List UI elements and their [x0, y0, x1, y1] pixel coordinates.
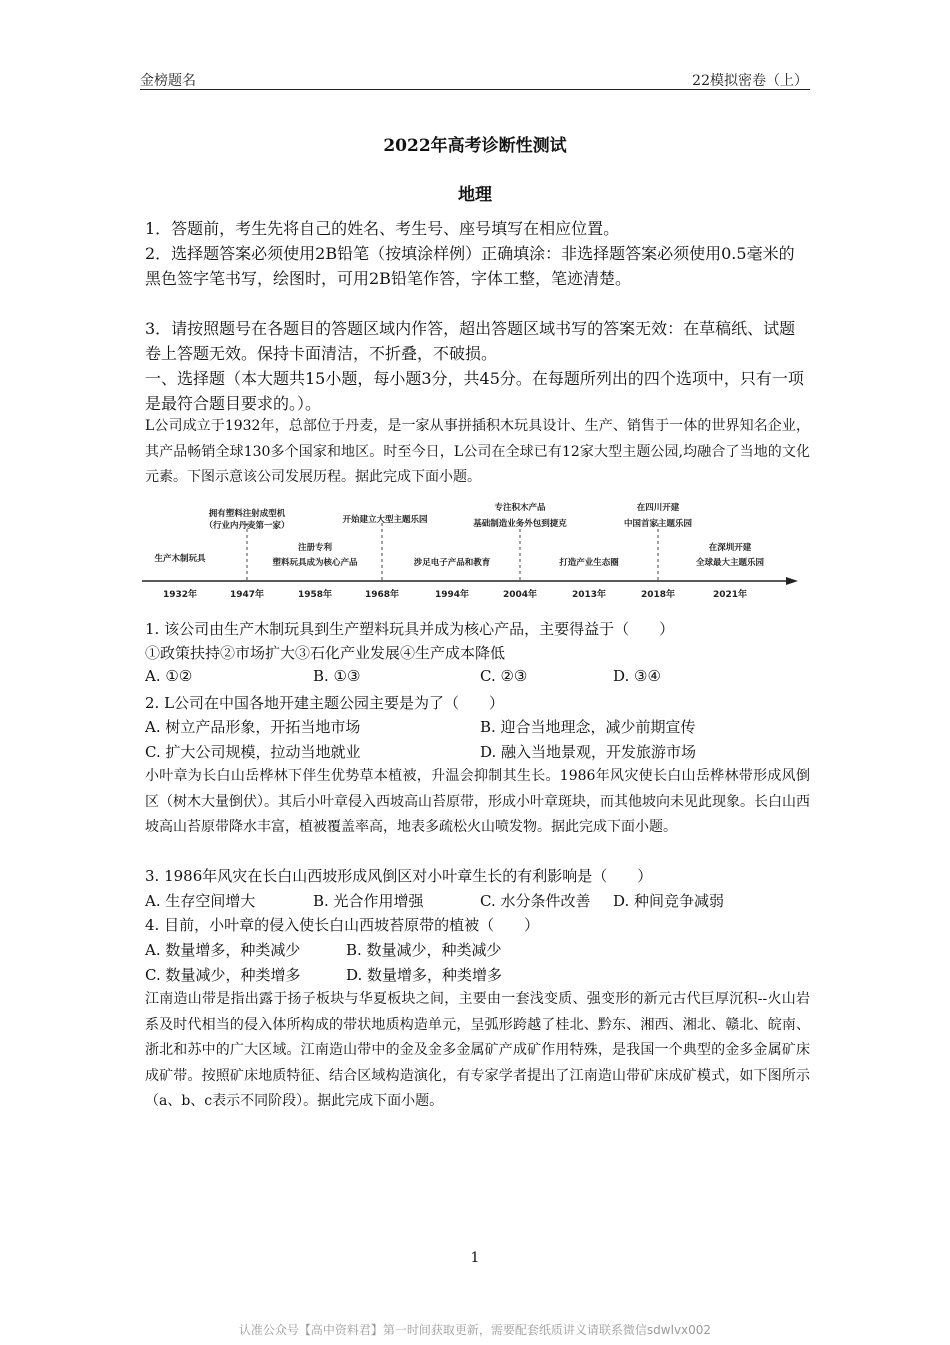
q1-option-d: D. ③④: [613, 667, 661, 685]
header-left: 金榜题名: [140, 73, 196, 89]
question-3-stem: 3. 1986年风灾在长白山西坡形成风倒区对小叶章生长的有利影响是（ ）: [145, 867, 653, 885]
event-1947-upper-line1: 拥有塑料注射成型机: [208, 509, 286, 519]
passage-orogenic-belt: 江南造山带是指出露于扬子板块与华夏板块之间，主要由一套浅变质、强变形的新元古代巨厚沉积--火山岩系及时代相当的侵入体所构成的带状地质构造单元，呈弧形跨越了桂北、黔东、湘西、湘北、赣北、皖南、浙北和苏中的广大区域。江南造山带中的金及金多金属矿产成矿作用特殊，是我国一个典型的金多金属矿床成矿带。按照矿床地质特征、结合区域构造演化，有专家学者提出了江南造山带矿床成矿模式，如下图所示（a、b、c表示不同阶段）。据此完成下面小题。: [145, 991, 810, 1109]
q4-option-d: D. 数量增多，种类增多: [346, 966, 503, 984]
event-1994-lower-line1: 涉足电子产品和教育: [413, 558, 491, 568]
company-timeline: [140, 493, 810, 609]
event-2018-upper-line2: 中国首家主题乐园: [623, 519, 693, 529]
event-2004-upper-line2: 基础制造业务外包到捷克: [473, 519, 567, 529]
event-2013-lower-line1: 打造产业生态圈: [559, 558, 619, 568]
event-1968-upper-line1: 开始建立大型主题乐园: [342, 515, 428, 525]
year-label-2013: 2013年: [571, 590, 607, 600]
timeline-arrow: [786, 577, 798, 585]
event-1947-upper-line2: （行业内丹麦第一家）: [204, 521, 290, 531]
q2-option-c: C. 扩大公司规模，拉动当地就业: [145, 743, 361, 761]
subject-title: 地理: [458, 185, 492, 205]
question-2-stem: 2. L公司在中国各地开建主题公园主要是为了（ ）: [145, 694, 505, 712]
q4-option-a: A. 数量增多，种类减少: [145, 941, 301, 959]
instruction-1: 1．答题前，考生先将自己的姓名、考生号、座号填写在相应位置。: [145, 219, 620, 238]
footer-note: 认准公众号【高中资料君】第一时间获取更新，需要配套纸质讲义请联系微信sdwlvx002: [238, 1323, 712, 1337]
question-4-stem: 4. 目前，小叶章的侵入使长白山西坡苔原带的植被（ ）: [145, 916, 540, 934]
page-title: 2022年高考诊断性测试: [383, 136, 567, 156]
instruction-3: 3．请按照题号在各题目的答题区域内作答，超出答题区域书写的答案无效：在草稿纸、试题卷上答题无效。保持卡面清洁，不折叠，不破损。: [145, 319, 796, 363]
year-label-2018: 2018年: [640, 590, 676, 600]
year-label-1947: 1947年: [229, 590, 265, 600]
event-1932-lower-line1: 生产木制玩具: [154, 554, 206, 564]
event-1958-lower-line2: 塑料玩具成为核心产品: [272, 558, 358, 568]
event-1958-lower-line1: 注册专利: [297, 543, 333, 553]
q2-option-a: A. 树立产品形象，开拓当地市场: [145, 718, 361, 736]
header-divider: [140, 89, 810, 90]
q2-option-d: D. 融入当地景观，开发旅游市场: [480, 743, 697, 761]
year-label-1932: 1932年: [162, 590, 198, 600]
q1-option-b: B. ①③: [313, 667, 361, 685]
year-label-1958: 1958年: [297, 590, 333, 600]
event-2021-lower-line2: 全球最大主题乐园: [695, 558, 765, 568]
question-1-items: ①政策扶持②市场扩大③石化产业发展④生产成本降低: [145, 644, 506, 662]
year-label-2004: 2004年: [502, 590, 538, 600]
q3-option-c: C. 水分条件改善: [480, 892, 591, 910]
page-number: 1: [470, 1250, 480, 1266]
q1-option-c: C. ②③: [480, 667, 528, 685]
year-label-1994: 1994年: [434, 590, 470, 600]
q4-option-c: C. 数量减少，种类增多: [145, 966, 301, 984]
event-2018-upper-line1: 在四川开建: [636, 503, 680, 513]
event-2021-lower-line1: 在深圳开建: [708, 543, 752, 553]
q1-option-a: A. ①②: [145, 667, 193, 685]
passage-grass: 小叶章为长白山岳桦林下伴生优势草本植被，升温会抑制其生长。1986年风灾使长白山岳桦林带形成风倒区（树木大量倒伏）。其后小叶章侵入西坡高山苔原带，形成小叶章斑块，而其他坡向未见此现象。长白山西坡高山苔原带降水丰富，植被覆盖率高，地表多疏松火山喷发物。据此完成下面小题。: [145, 768, 810, 835]
q3-option-b: B. 光合作用增强: [313, 892, 424, 910]
q2-option-b: B. 迎合当地理念，减少前期宣传: [480, 718, 696, 736]
year-label-2021: 2021年: [712, 590, 748, 600]
event-2004-upper-line1: 专注积木产品: [494, 503, 546, 513]
header-right: 22模拟密卷（上）: [692, 73, 808, 89]
q4-option-b: B. 数量减少，种类减少: [346, 941, 502, 959]
q3-option-d: D. 种间竞争减弱: [613, 892, 725, 910]
year-label-1968: 1968年: [364, 590, 400, 600]
instruction-2: 2．选择题答案必须使用2B铅笔（按填涂样例）正确填涂：非选择题答案必须使用0.5毫米的黑色签字笔书写，绘图时，可用2B铅笔作答，字体工整，笔迹清楚。: [145, 244, 795, 288]
passage-company: L公司成立于1932年，总部位于丹麦，是一家从事拼插积木玩具设计、生产、销售于一体的世界知名企业，其产品畅销全球130多个国家和地区。时至今日，L公司在全球已有12家大型主题公园,均融合了当地的文化元素。下图示意该公司发展历程。据此完成下面小题。: [145, 418, 810, 485]
question-1-stem: 1. 该公司由生产木制玩具到生产塑料玩具并成为核心产品，主要得益于（ ）: [145, 620, 675, 638]
section-heading: 一、选择题（本大题共15小题，每小题3分，共45分。在每题所列出的四个选项中，只有一项是最符合题目要求的。）。: [145, 369, 804, 413]
q3-option-a: A. 生存空间增大: [145, 892, 256, 910]
